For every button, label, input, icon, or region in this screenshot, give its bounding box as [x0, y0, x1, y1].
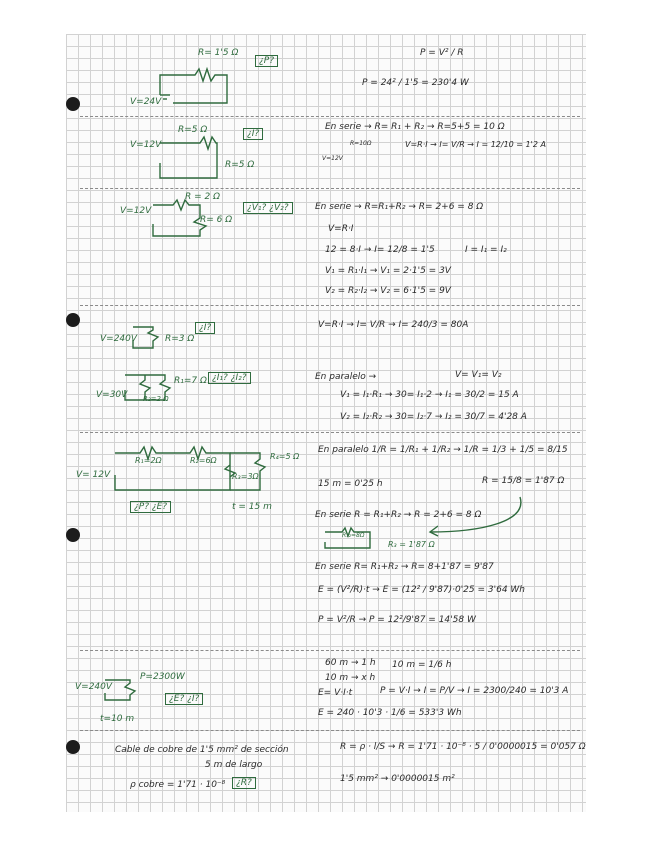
series-equation: En serie → R=R₁+R₂ → R= 2+6 = 8 Ω — [315, 202, 484, 212]
mini-r-label: R=10Ω — [350, 140, 372, 147]
current-calc: P = V·I → I = P/V → I = 2300/240 = 10'3 A — [380, 686, 569, 696]
energy-formula: E= V·I·t — [318, 688, 353, 698]
area-conversion: 1'5 mm² → 0'0000015 m² — [340, 774, 455, 784]
v1-calc: V₁ = R₁·I₁ → V₁ = 2·1'5 = 3V — [325, 266, 451, 276]
arrow — [420, 492, 530, 537]
circuit-diagram — [110, 445, 280, 495]
v2-calc: V₂ = R₂·I₂ → V₂ = 6·1'5 = 9V — [325, 286, 451, 296]
r12-label: R₁₂=8Ω — [342, 532, 365, 539]
r2-label: R₂=2 Ω — [143, 395, 169, 403]
voltage-label: V=240V — [75, 682, 113, 692]
resistance-calc: R = ρ · l/S → R = 1'71 · 10⁻⁸ · 5 / 0'0000015 = 0'057 Ω — [340, 742, 586, 752]
question-box: ¿P? ¿E? — [130, 501, 171, 513]
voltage-label: V=30V — [96, 390, 128, 400]
energy-result: E = 240 · 10'3 · 1/6 = 533'3 Wh — [318, 708, 462, 718]
divider — [80, 116, 580, 117]
current-equality: I = I₁ = I₂ — [465, 245, 507, 255]
time-label: t = 15 m — [232, 502, 272, 512]
resistance-label: R=5 Ω — [178, 125, 208, 135]
question-text-1: Cable de cobre de 1'5 mm² de sección — [115, 745, 289, 755]
divider — [80, 305, 580, 306]
series-equation: En serie R = R₁+R₂ → R = 2+6 = 8 Ω — [315, 510, 482, 520]
result: P = 24² / 1'5 = 230'4 W — [362, 78, 469, 88]
ohm-law: V=R·I → I= V/R → I= 240/3 = 80A — [318, 320, 469, 330]
resistance-label: R= 1'5 Ω — [198, 48, 239, 58]
r4-label: R₄=5 Ω — [270, 452, 300, 461]
parallel-label: En paralelo → — [315, 372, 377, 382]
ohm-law: V=R·I — [328, 224, 354, 234]
r1-label: R = 2 Ω — [185, 192, 220, 202]
parallel-equation: En paralelo 1/R = 1/R₁ + 1/R₂ → 1/R = 1/3 + 1/5 = 8/15 — [318, 445, 568, 455]
r1-label: R₁=7 Ω — [174, 376, 207, 386]
formula: P = V² / R — [420, 48, 464, 58]
series-equation-2: En serie R= R₁+R₂ → R= 8+1'87 = 9'87 — [315, 562, 494, 572]
conversion-3: 10 m = 1/6 h — [392, 660, 452, 670]
i2-calc: V₂ = I₂·R₂ → 30= I₂·7 → I₂ = 30/7 = 4'28 A — [340, 412, 527, 422]
question-box: ¿I? — [195, 322, 215, 334]
time-conversion: 15 m = 0'25 h — [318, 479, 383, 489]
series-equation: En serie → R= R₁ + R₂ → R=5+5 = 10 Ω — [325, 122, 505, 132]
circuit-diagram — [155, 133, 225, 188]
divider — [80, 188, 580, 189]
question-box: ¿E? ¿I? — [165, 693, 203, 705]
binder-hole — [66, 740, 80, 754]
divider — [80, 650, 580, 651]
question-text-2: 5 m de largo — [205, 760, 263, 770]
parallel-result: R = 15/8 = 1'87 Ω — [482, 476, 565, 486]
question-box: ¿I? — [243, 128, 263, 140]
resistance-label-2: R=5 Ω — [225, 160, 255, 170]
divider — [80, 432, 580, 433]
question-box: ¿I₁? ¿I₂? — [208, 372, 251, 384]
divider — [80, 730, 580, 731]
r2-label: R₂=6Ω — [190, 456, 217, 465]
binder-hole — [66, 313, 80, 327]
question-box: ¿R? — [232, 777, 256, 789]
voltage-label: V=240V — [100, 334, 138, 344]
mini-v-label: V=12V — [322, 155, 343, 162]
energy-equation: E = (V²/R)·t → E = (12² / 9'87)·0'25 = 3'64 Wh — [318, 585, 526, 595]
voltage-label: V=12V — [130, 140, 162, 150]
time-label: t=10 m — [100, 714, 135, 724]
conversion-1: 60 m → 1 h — [325, 658, 376, 668]
voltage-equality: V= V₁= V₂ — [455, 370, 502, 380]
rp-label: R₃ = 1'87 Ω — [388, 540, 435, 549]
circuit-diagram — [155, 55, 235, 110]
question-box: ¿P? — [255, 55, 278, 67]
resistivity-label: ρ cobre = 1'71 · 10⁻⁸ — [130, 780, 226, 790]
voltage-label: V= 12V — [76, 470, 111, 480]
question-box: ¿V₁? ¿V₂? — [243, 202, 293, 214]
r3-label: R₃=3Ω — [232, 472, 259, 481]
voltage-label: V=24V — [130, 97, 162, 107]
power-equation: P = V²/R → P = 12²/9'87 = 14'58 W — [318, 615, 476, 625]
i1-calc: V₁ = I₁·R₁ → 30= I₁·2 → I₁ = 30/2 = 15 A — [340, 390, 519, 400]
current-calc: 12 = 8·I → I= 12/8 = 1'5 — [325, 245, 435, 255]
power-label: P=2300W — [140, 672, 185, 682]
r2-label: R= 6 Ω — [200, 215, 233, 225]
ohm-law: V=R·I → I= V/R → I = 12/10 = 1'2 A — [405, 140, 546, 149]
resistance-label: R=3 Ω — [165, 334, 195, 344]
voltage-label: V=12V — [120, 206, 152, 216]
binder-hole — [66, 528, 80, 542]
r1-label: R₁=2Ω — [135, 456, 162, 465]
conversion-2: 10 m → x h — [325, 673, 376, 683]
binder-hole — [66, 97, 80, 111]
